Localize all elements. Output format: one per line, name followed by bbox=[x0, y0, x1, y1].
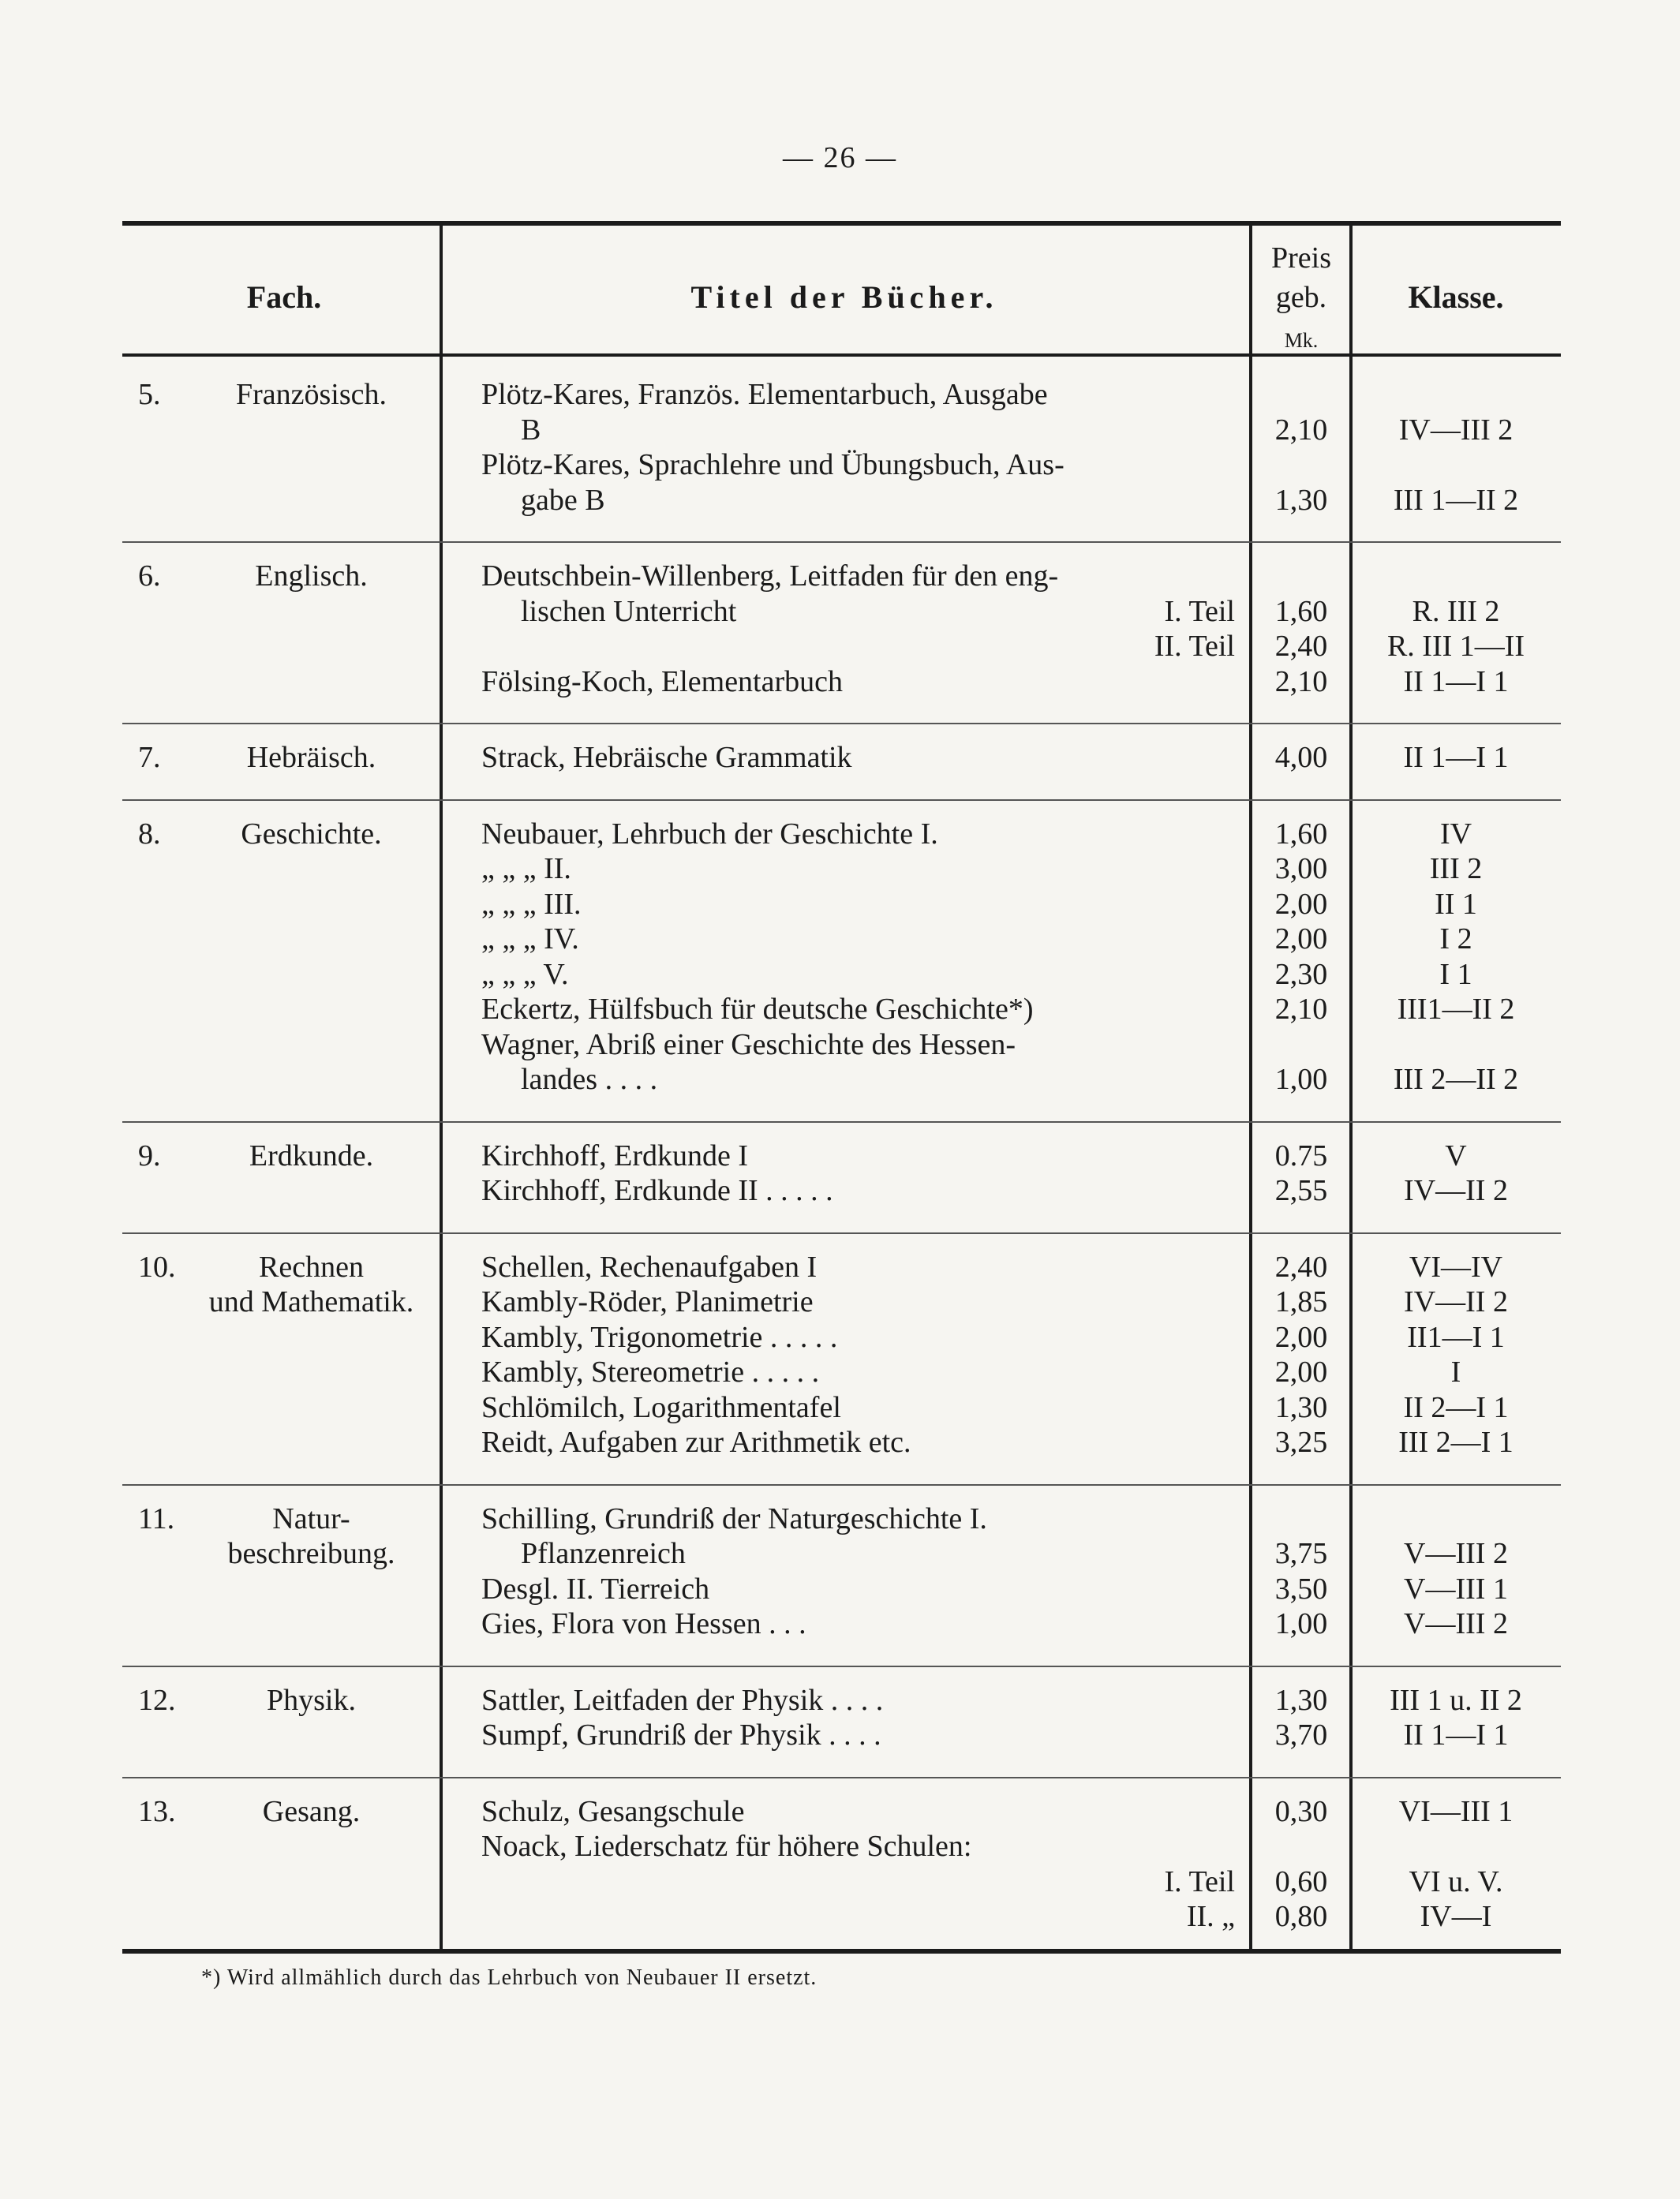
book-price: 1,60 bbox=[1274, 594, 1328, 628]
column-divider-titel bbox=[1249, 221, 1252, 1953]
subject-name: Hebräisch. bbox=[246, 741, 376, 774]
book-class: VI u. V. bbox=[1409, 1864, 1503, 1898]
book-title: Schilling, Grundriß der Naturgeschichte I. bbox=[481, 1502, 987, 1535]
book-class: VI—III 1 bbox=[1398, 1794, 1513, 1828]
book-price: 1,00 bbox=[1274, 1063, 1328, 1096]
header-fach: Fach. bbox=[246, 279, 322, 315]
book-title: Plötz-Kares, Französ. Elementarbuch, Ausgabe bbox=[481, 378, 1048, 411]
book-title: Schulz, Gesangschule bbox=[481, 1794, 745, 1828]
book-class: III 1 u. II 2 bbox=[1390, 1683, 1522, 1717]
book-class: R. III 2 bbox=[1412, 594, 1500, 628]
book-class: II1—I 1 bbox=[1407, 1320, 1505, 1354]
book-price: 2,10 bbox=[1274, 413, 1328, 447]
book-class: V—III 2 bbox=[1404, 1607, 1508, 1640]
book-price: 2,30 bbox=[1274, 957, 1328, 991]
book-class: II 1—I 1 bbox=[1403, 664, 1509, 698]
book-class: IV—I bbox=[1420, 1900, 1492, 1933]
book-class: IV—II 2 bbox=[1404, 1285, 1508, 1318]
section-separator bbox=[122, 1666, 1561, 1667]
book-title: Wagner, Abriß einer Geschichte des Hessen- bbox=[481, 1027, 1016, 1061]
book-part: II. Teil bbox=[1154, 630, 1235, 663]
book-price: 2,10 bbox=[1274, 664, 1328, 698]
table-bottom-rule bbox=[122, 1949, 1561, 1954]
section-separator bbox=[122, 723, 1561, 724]
column-divider-preis bbox=[1349, 221, 1353, 1953]
book-class: I 2 bbox=[1439, 922, 1472, 956]
book-price: 2,00 bbox=[1274, 1356, 1328, 1389]
book-price: 0,80 bbox=[1274, 1900, 1328, 1933]
header-preis: Preis bbox=[1271, 241, 1331, 275]
book-price: 1,60 bbox=[1274, 817, 1328, 851]
book-title: Schellen, Rechenaufgaben I bbox=[481, 1250, 818, 1284]
book-title: Gies, Flora von Hessen . . . bbox=[481, 1607, 806, 1640]
book-price: 3,00 bbox=[1274, 852, 1328, 885]
book-title: Reidt, Aufgaben zur Arithmetik etc. bbox=[481, 1426, 911, 1459]
book-price: 2,10 bbox=[1274, 993, 1328, 1026]
subject-name: Französisch. bbox=[235, 378, 387, 411]
header-klasse: Klasse. bbox=[1408, 279, 1504, 315]
book-price: 1,30 bbox=[1274, 483, 1328, 517]
book-price: 3,70 bbox=[1274, 1718, 1328, 1752]
book-class: V—III 2 bbox=[1404, 1537, 1508, 1570]
section-number: 13. bbox=[138, 1794, 176, 1828]
book-class: II 2—I 1 bbox=[1403, 1390, 1509, 1424]
section-number: 9. bbox=[138, 1139, 161, 1172]
book-title: Sumpf, Grundriß der Physik . . . . bbox=[481, 1718, 881, 1752]
book-title: landes . . . . bbox=[521, 1063, 658, 1096]
column-divider-fach bbox=[440, 221, 443, 1953]
book-class: V—III 1 bbox=[1404, 1572, 1508, 1606]
section-number: 12. bbox=[138, 1683, 176, 1717]
section-number: 6. bbox=[138, 559, 161, 593]
book-price: 3,75 bbox=[1274, 1537, 1328, 1570]
book-price: 1,30 bbox=[1274, 1683, 1328, 1717]
book-title: gabe B bbox=[521, 483, 605, 517]
book-class: III 2—I 1 bbox=[1398, 1426, 1513, 1459]
book-price: 2,40 bbox=[1274, 630, 1328, 663]
book-price: 2,55 bbox=[1274, 1174, 1328, 1207]
book-title: Kambly-Röder, Planimetrie bbox=[481, 1285, 814, 1318]
subject-name: Natur- bbox=[272, 1502, 350, 1535]
book-class: II 1—I 1 bbox=[1403, 1718, 1509, 1752]
book-title: „ „ „ II. bbox=[481, 852, 571, 885]
book-title: Kambly, Stereometrie . . . . . bbox=[481, 1356, 820, 1389]
header-preis-geb: geb. bbox=[1275, 281, 1327, 314]
book-title: Plötz-Kares, Sprachlehre und Übungsbuch, Aus- bbox=[481, 448, 1064, 481]
book-title: Eckertz, Hülfsbuch für deutsche Geschichte*) bbox=[481, 993, 1034, 1026]
book-class: II 1—I 1 bbox=[1403, 741, 1509, 774]
table-top-rule bbox=[122, 221, 1561, 226]
subject-name: Rechnen bbox=[259, 1250, 364, 1284]
footnote: *) Wird allmählich durch das Lehrbuch von Neubauer II ersetzt. bbox=[201, 1965, 818, 1990]
book-price: 1,85 bbox=[1274, 1285, 1328, 1318]
book-class: III1—II 2 bbox=[1397, 993, 1515, 1026]
book-price: 2,00 bbox=[1274, 922, 1328, 956]
book-class: III 1—II 2 bbox=[1393, 483, 1519, 517]
section-number: 10. bbox=[138, 1250, 176, 1284]
book-title: Pflanzenreich bbox=[521, 1537, 686, 1570]
section-separator bbox=[122, 799, 1561, 801]
book-price: 1,00 bbox=[1274, 1607, 1328, 1640]
book-price: 4,00 bbox=[1274, 741, 1328, 774]
section-separator bbox=[122, 1777, 1561, 1778]
book-class: II 1 bbox=[1435, 887, 1477, 921]
book-class: I 1 bbox=[1439, 957, 1472, 991]
book-price: 0,30 bbox=[1274, 1794, 1328, 1828]
subject-name: Englisch. bbox=[255, 559, 368, 593]
section-separator bbox=[122, 1484, 1561, 1486]
book-class: IV bbox=[1439, 817, 1472, 851]
book-title: Neubauer, Lehrbuch der Geschichte I. bbox=[481, 817, 938, 851]
book-title: „ „ „ IV. bbox=[481, 922, 579, 956]
book-price: 2,00 bbox=[1274, 1320, 1328, 1354]
book-class: VI—IV bbox=[1409, 1250, 1503, 1284]
book-class: IV—III 2 bbox=[1398, 413, 1513, 447]
book-price: 0,60 bbox=[1274, 1864, 1328, 1898]
book-price: 2,00 bbox=[1274, 887, 1328, 921]
book-title: Deutschbein-Willenberg, Leitfaden für den eng- bbox=[481, 559, 1059, 593]
book-class: III 2 bbox=[1429, 852, 1483, 885]
book-title: Schlömilch, Logarithmentafel bbox=[481, 1390, 841, 1424]
book-class: III 2—II 2 bbox=[1393, 1063, 1519, 1096]
book-title: Fölsing-Koch, Elementarbuch bbox=[481, 664, 844, 698]
section-separator bbox=[122, 541, 1561, 543]
subject-name: Erdkunde. bbox=[249, 1139, 374, 1172]
subject-name: beschreibung. bbox=[227, 1537, 395, 1570]
book-price: 3,25 bbox=[1274, 1426, 1328, 1459]
book-title: Kirchhoff, Erdkunde I bbox=[481, 1139, 749, 1172]
book-price: 1,30 bbox=[1274, 1390, 1328, 1424]
book-price: 2,40 bbox=[1274, 1250, 1328, 1284]
book-title: „ „ „ III. bbox=[481, 887, 582, 921]
book-title: B bbox=[521, 413, 541, 447]
book-class: IV—II 2 bbox=[1404, 1174, 1508, 1207]
book-title: „ „ „ V. bbox=[481, 957, 569, 991]
section-separator bbox=[122, 1121, 1561, 1123]
book-title: Noack, Liederschatz für höhere Schulen: bbox=[481, 1830, 972, 1863]
section-number: 7. bbox=[138, 741, 161, 774]
book-class: V bbox=[1445, 1139, 1467, 1172]
section-number: 5. bbox=[138, 378, 161, 411]
book-class: I bbox=[1450, 1356, 1461, 1389]
subject-name: Geschichte. bbox=[241, 817, 382, 851]
book-title: Kambly, Trigonometrie . . . . . bbox=[481, 1320, 838, 1354]
subject-name: Gesang. bbox=[262, 1794, 361, 1828]
book-class: R. III 1—II bbox=[1386, 630, 1525, 663]
section-number: 8. bbox=[138, 817, 161, 851]
subject-name: Physik. bbox=[267, 1683, 356, 1717]
header-preis-unit: Mk. bbox=[1284, 329, 1319, 352]
subject-name: und Mathematik. bbox=[208, 1285, 414, 1318]
book-title: Strack, Hebräische Grammatik bbox=[481, 741, 852, 774]
section-separator bbox=[122, 1232, 1561, 1234]
book-price: 0.75 bbox=[1274, 1139, 1328, 1172]
book-title: Sattler, Leitfaden der Physik . . . . bbox=[481, 1683, 884, 1717]
book-part: II. „ bbox=[1186, 1900, 1235, 1933]
book-part: I. Teil bbox=[1164, 594, 1235, 628]
book-title: lischen Unterricht bbox=[521, 594, 737, 628]
section-number: 11. bbox=[138, 1502, 175, 1535]
book-title: Desgl. II. Tierreich bbox=[481, 1572, 710, 1606]
header-titel: Titel der Bücher. bbox=[690, 279, 998, 315]
book-title: Kirchhoff, Erdkunde II . . . . . bbox=[481, 1174, 833, 1207]
page-number: — 26 — bbox=[783, 141, 897, 174]
book-part: I. Teil bbox=[1164, 1864, 1235, 1898]
book-price: 3,50 bbox=[1274, 1572, 1328, 1606]
